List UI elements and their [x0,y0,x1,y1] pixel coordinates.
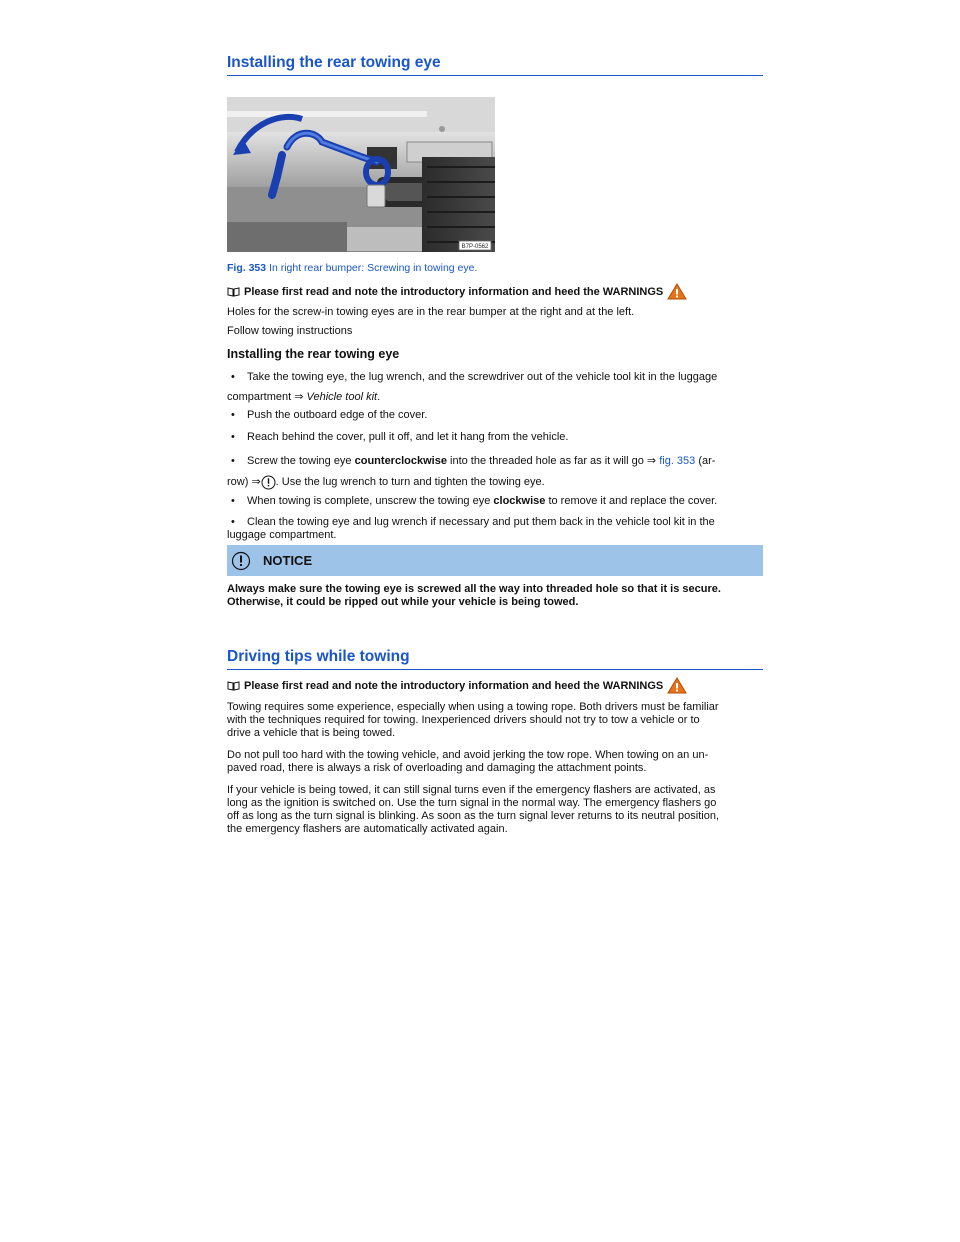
paragraph-line: with the techniques required for towing. Inexperienced drivers should not try to tow a vehicle or to [227,714,700,726]
paragraph-line: Do not pull too hard with the towing vehicle, and avoid jerking the tow rope. When towing on an un- [227,749,709,761]
paragraph-line: drive a vehicle that is being towed. [227,727,396,739]
list-item-text: luggage compartment. [227,529,337,541]
list-item [227,366,763,388]
paragraph-holes: Holes for the screw-in towing eyes are in the rear bumper at the right and at the left. [227,306,635,318]
paragraph-line: off as long as the turn signal is blinking. As soon as the turn signal lever returns to its neutral position, [227,810,720,822]
list-item-text: into the threaded hole as far as it will go [450,455,644,467]
paragraph-line: Towing requires some experience, especially when using a towing rope. Both drivers must be familiar [227,701,719,713]
emphasis-clockwise: clockwise [493,495,546,507]
list-item-text: When towing is complete, unscrew the towing eye [247,495,491,507]
exclamation-circle-icon[interactable] [261,475,276,490]
paragraph-experience [227,701,719,740]
figure-caption-text: In right rear bumper: Screwing in towing eye. [269,262,478,274]
list-item-text: Take the towing eye, the lug wrench, and the screwdriver out of the vehicle tool kit in the luggage [247,371,718,383]
book-icon [227,681,240,691]
list-item-text: (ar- [698,455,716,467]
list-item-text: Reach behind the cover, pull it off, and let it hang from the vehicle. [247,431,569,443]
arrow-icon: ⇒ [294,391,304,403]
figure-towing-eye [227,97,495,252]
section-title-driving-tips: Driving tips while towing [227,648,763,670]
list-item [227,516,763,529]
list-item-text: . Use the lug wrench to turn and tighten the towing eye. [275,476,545,488]
link-fig-353[interactable]: fig. 353 [659,455,696,467]
list-item-text: Push the outboard edge of the cover. [247,409,428,421]
notice-label: NOTICE [263,553,313,568]
list-item [227,426,763,448]
link-vehicle-tool-kit[interactable]: Vehicle tool kit [306,391,378,403]
bullet-icon: • [231,495,235,507]
paragraph-pulling [227,749,708,775]
paragraph-follow: Follow towing instructions [227,325,353,337]
intro-line-1 [227,283,687,300]
list-item-text: row) [227,476,249,488]
bullet-icon: • [231,516,235,528]
emphasis-counterclockwise: counterclockwise [354,455,447,467]
bullet-icon: • [231,431,235,443]
section-title-towing-eye: Installing the rear towing eye [227,54,763,76]
arrow-icon: ⇒ [251,476,261,488]
instruction-list [227,366,763,542]
list-item-continuation: compartment ⇒ Vehicle tool kit. [227,391,381,403]
bullet-icon: • [231,371,235,383]
figure-code: B7P-0562 [461,244,489,250]
notice-line-1: Always make sure the towing eye is screwed all the way into threaded hole so that it is secure. [227,583,721,595]
towing-eye-illustration [227,97,495,252]
paragraph-line: long as the ignition is switched on. Use the turn signal in the normal way. The emergency flashers go [227,797,717,809]
list-item-text: Screw the towing eye [247,455,352,467]
list-item [227,450,763,472]
list-item-text: to remove it and replace the cover. [548,495,718,507]
paragraph-line: the emergency flashers are automatically activated again. [227,823,508,835]
bullet-icon: • [231,409,235,421]
paragraph-line: If your vehicle is being towed, it can still signal turns even if the emergency flashers are activated, as [227,784,716,796]
notice-line-2: Otherwise, it could be ripped out while your vehicle is being towed. [227,596,579,608]
arrow-icon: ⇒ [646,455,657,467]
intro-line-2 [227,677,687,694]
list-item [227,404,763,426]
figure-caption-number: Fig. 353 [227,262,267,274]
paragraph-line: paved road, there is always a risk of overloading and damaging the attachment points. [227,762,647,774]
warning-triangle-icon[interactable] [667,677,687,694]
list-item-text: compartment [227,391,292,403]
warning-triangle-icon[interactable] [667,283,687,300]
intro-text: Please first read and note the introductory information and heed the WARNINGS [244,679,664,692]
subsection-title: Installing the rear towing eye [227,347,400,361]
paragraph-signals [227,784,719,836]
list-item-continuation [227,529,763,542]
bullet-icon: • [231,455,235,467]
intro-text: Please first read and note the introductory information and heed the WARNINGS [244,285,664,298]
exclamation-circle-icon [231,551,251,571]
book-icon [227,287,240,297]
list-item [227,490,763,512]
list-item-text: Clean the towing eye and lug wrench if necessary and put them back in the vehicle tool kit in the [247,516,715,528]
notice-box [227,545,763,576]
figure-caption [227,262,477,274]
